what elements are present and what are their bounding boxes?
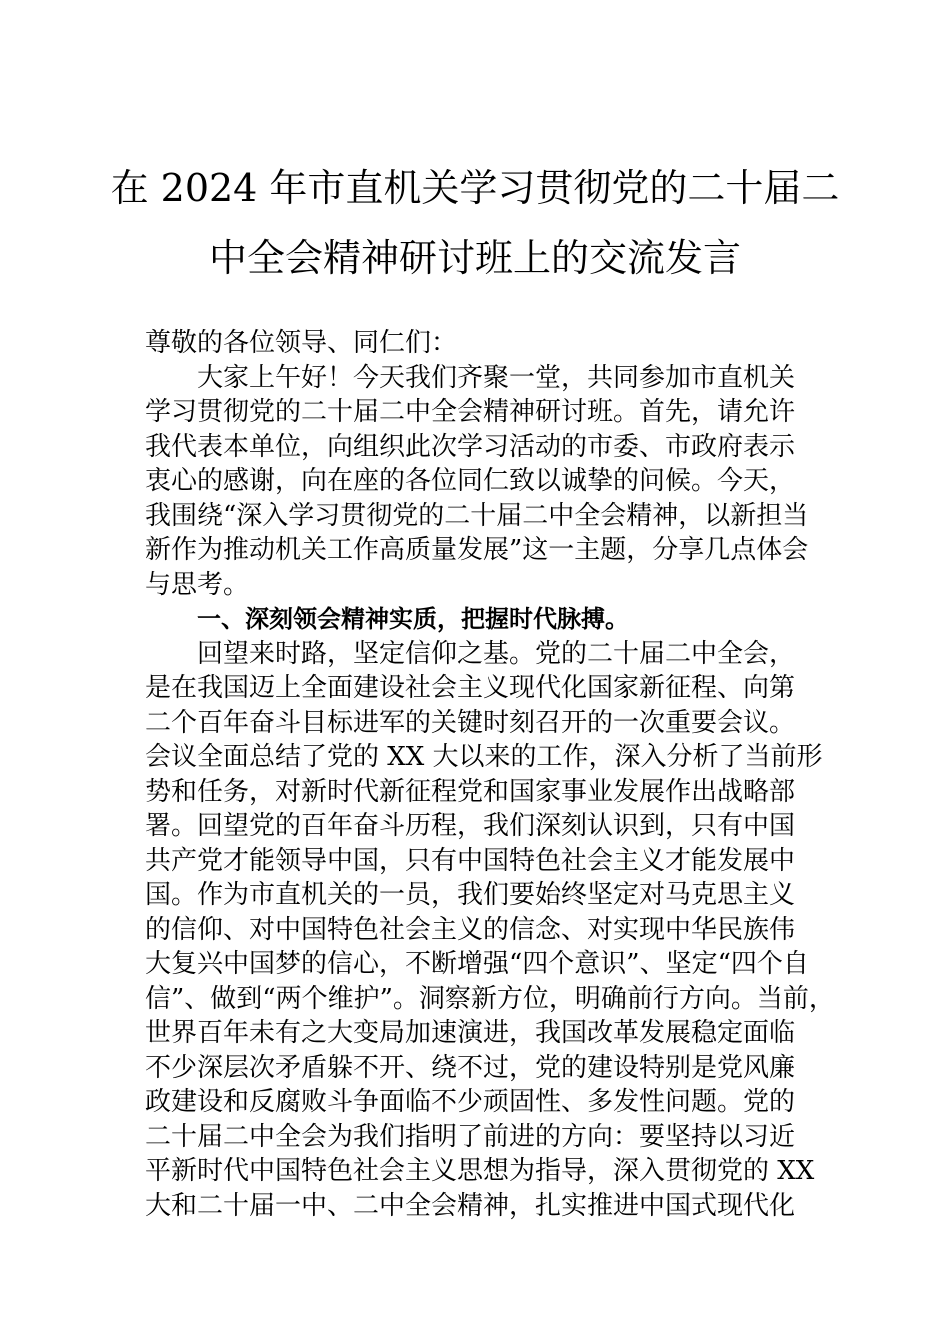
paragraph-line: 我代表本单位，向组织此次学习活动的市委、市政府表示: [145, 431, 796, 462]
paragraph-line: 署。回望党的百年奋斗历程，我们深刻认识到，只有中国: [145, 811, 796, 841]
salutation: 尊敬的各位领导、同仁们：: [145, 328, 458, 358]
paragraph-line: 信”、做到“两个维护”。洞察新方位，明确前行方向。当前，: [145, 983, 835, 1014]
document-title-line-2: 中全会精神研讨班上的交流发言: [208, 236, 741, 280]
paragraph-line: 会议全面总结了党的 XX 大以来的工作，深入分析了当前形: [145, 742, 823, 772]
paragraph-line: 学习贯彻党的二十届二中全会精神研讨班。首先，请允许: [145, 397, 796, 427]
section-heading: 一、深刻领会精神实质，把握时代脉搏。: [197, 605, 629, 633]
paragraph-line: 政建设和反腐败斗争面临不少顽固性、多发性问题。党的: [145, 1087, 796, 1117]
paragraph-line: 是在我国迈上全面建设社会主义现代化国家新征程、向第: [145, 673, 796, 703]
document-body: [145, 326, 835, 1223]
paragraph-line: 平新时代中国特色社会主义思想为指导，深入贯彻党的 XX: [145, 1156, 815, 1186]
paragraph-line: 大和二十届一中、二中全会精神，扎实推进中国式现代化: [145, 1190, 796, 1221]
paragraph-line: 世界百年未有之大变局加速演进，我国改革发展稳定面临: [145, 1018, 796, 1048]
paragraph-line: 我围绕“深入学习贯彻党的二十届二中全会精神，以新担当: [145, 500, 809, 531]
paragraph-line: 衷心的感谢，向在座的各位同仁致以诚挚的问候。今天，: [145, 466, 796, 496]
paragraph-line: 大复兴中国梦的信心，不断增强“四个意识”、坚定“四个自: [145, 949, 809, 979]
paragraph-line: 回望来时路，坚定信仰之基。党的二十届二中全会，: [197, 638, 796, 669]
paragraph-line: 二十届二中全会为我们指明了前进的方向：要坚持以习近: [145, 1121, 796, 1152]
paragraph-line: 势和任务，对新时代新征程党和国家事业发展作出战略部: [145, 776, 796, 807]
document-title-line-1: 在 2024 年市直机关学习贯彻党的二十届二: [110, 166, 840, 210]
paragraph-line: 的信仰、对中国特色社会主义的信念、对实现中华民族伟: [145, 914, 796, 945]
paragraph-line: 共产党才能领导中国，只有中国特色社会主义才能发展中: [145, 845, 796, 876]
paragraph-line: 大家上午好！今天我们齐聚一堂，共同参加市直机关: [197, 362, 796, 393]
paragraph-line: 国。作为市直机关的一员，我们要始终坚定对马克思主义: [145, 880, 796, 910]
paragraph-line: 与思考。: [145, 569, 250, 600]
paragraph-line: 二个百年奋斗目标进军的关键时刻召开的一次重要会议。: [145, 707, 796, 738]
paragraph-line: 新作为推动机关工作高质量发展”这一主题，分享几点体会: [145, 535, 809, 565]
paragraph-line: 不少深层次矛盾躲不开、绕不过，党的建设特别是党风廉: [145, 1052, 796, 1083]
